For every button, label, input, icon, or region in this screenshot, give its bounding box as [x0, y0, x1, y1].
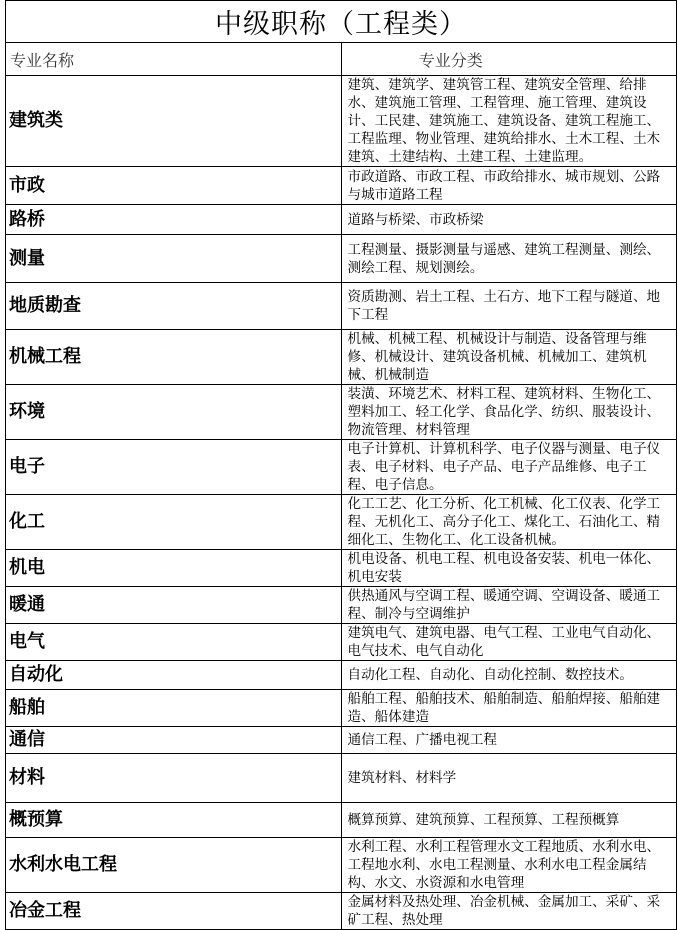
table-row: [6, 838, 677, 893]
major-categories: 道路与桥梁、市政桥梁: [341, 205, 677, 235]
major-categories: 建筑电气、建筑电器、电气工程、工业电气自动化、电气技术、电气自动化: [341, 624, 677, 661]
major-name: 暖通: [6, 587, 342, 624]
major-categories: 金属材料及热处理、冶金机械、金属加工、采矿、采矿工程、热处理: [341, 893, 677, 930]
major-categories: 资质勘测、岩土工程、土石方、地下工程与隧道、地下工程: [341, 283, 677, 330]
major-name: 水利水电工程: [6, 838, 342, 893]
major-categories: 电子计算机、计算机科学、电子仪器与测量、电子仪表、电子材料、电子产品、电子产品维修、电子工程、电子信息。: [341, 440, 677, 495]
major-categories: 水利工程、水利工程管理水文工程地质、水利水电、工程地水利、水电工程测量、水利水电工程金属结构、水文、水资源和水电管理: [341, 838, 677, 893]
table-row: [6, 235, 677, 283]
major-name: 概预算: [6, 803, 342, 838]
table-row: [6, 495, 677, 550]
table-row: [6, 754, 677, 803]
table-row: [6, 167, 677, 205]
major-name: 市政: [6, 167, 342, 205]
major-name: 电子: [6, 440, 342, 495]
major-name: 通信: [6, 727, 342, 754]
major-categories: 建筑、建筑学、建筑管工程、建筑安全管理、给排水、建筑施工管理、工程管理、施工管理、建筑设计、工民建、建筑施工、建筑设备、建筑工程施工、工程监理、物业管理、建筑给排水、土木工程、土木建筑、土建结构、土建工程、土建监理。: [341, 76, 677, 167]
table-row: [6, 330, 677, 385]
table-row: [6, 76, 677, 167]
table-title: 中级职称（工程类）: [6, 1, 677, 43]
table-row: [6, 587, 677, 624]
major-categories: 建筑材料、材料学: [341, 754, 677, 803]
major-categories: 市政道路、市政工程、市政给排水、城市规划、公路与城市道路工程: [341, 167, 677, 205]
table-row: [6, 661, 677, 690]
professional-title-table: [5, 0, 677, 930]
title-row: [6, 1, 677, 43]
table-row: [6, 803, 677, 838]
major-name: 路桥: [6, 205, 342, 235]
major-name: 机械工程: [6, 330, 342, 385]
major-categories: 船舶工程、船舶技术、船舶制造、船舶焊接、船舶建造、船体建造: [341, 690, 677, 727]
major-categories: 机电设备、机电工程、机电设备安装、机电一体化、机电安装: [341, 550, 677, 587]
major-name: 化工: [6, 495, 342, 550]
table-row: [6, 550, 677, 587]
major-categories: 机械、机械工程、机械设计与制造、设备管理与维修、机械设计、建筑设备机械、机械加工、建筑机械、机械制造: [341, 330, 677, 385]
major-name: 冶金工程: [6, 893, 342, 930]
table-row: [6, 727, 677, 754]
major-categories: 通信工程、广播电视工程: [341, 727, 677, 754]
major-name: 电气: [6, 624, 342, 661]
table-row: [6, 690, 677, 727]
major-name: 建筑类: [6, 76, 342, 167]
major-categories: 自动化工程、自动化、自动化控制、数控技术。: [341, 661, 677, 690]
major-name: 自动化: [6, 661, 342, 690]
major-name: 机电: [6, 550, 342, 587]
major-name: 测量: [6, 235, 342, 283]
major-name: 地质勘查: [6, 283, 342, 330]
major-categories: 供热通风与空调工程、暖通空调、空调设备、暖通工程、制冷与空调维护: [341, 587, 677, 624]
major-categories: 工程测量、摄影测量与遥感、建筑工程测量、测绘、测绘工程、规划测绘。: [341, 235, 677, 283]
major-categories: 装潢、环境艺术、材料工程、建筑材料、生物化工、塑料加工、轻工化学、食品化学、纺织、服装设计、物流管理、材料管理: [341, 385, 677, 440]
major-categories: 化工工艺、化工分析、化工机械、化工仪表、化学工程、无机化工、高分子化工、煤化工、石油化工、精细化工、生物化工、化工设备机械。: [341, 495, 677, 550]
table-row: [6, 440, 677, 495]
header-row: [6, 43, 677, 76]
table-row: [6, 385, 677, 440]
table-row: [6, 893, 677, 930]
table-row: [6, 283, 677, 330]
major-name: 环境: [6, 385, 342, 440]
table-row: [6, 205, 677, 235]
major-name: 船舶: [6, 690, 342, 727]
major-name: 材料: [6, 754, 342, 803]
table-row: [6, 624, 677, 661]
header-name: 专业名称: [6, 43, 342, 76]
major-categories: 概算预算、建筑预算、工程预算、工程预概算: [341, 803, 677, 838]
header-category: 专业分类: [341, 43, 677, 76]
